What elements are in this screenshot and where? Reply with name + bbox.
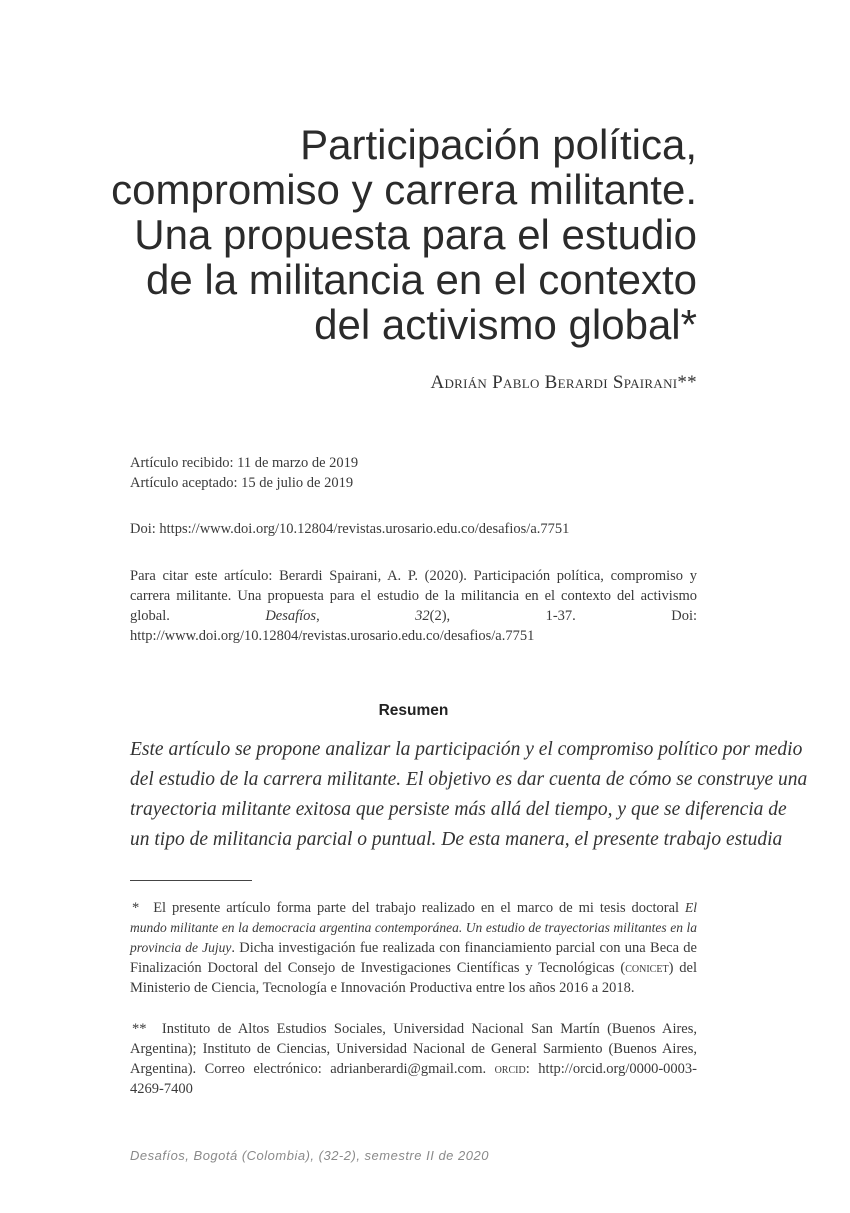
page-footer: Desafíos, Bogotá (Colombia), (32-2), semestre II de 2020 [130, 1148, 489, 1163]
footnote-text: El presente artículo forma parte del trabajo realizado en el marco de mi tesis doctoral [153, 900, 685, 916]
footnote-1 [130, 898, 697, 998]
citation-block [130, 566, 697, 646]
abstract-line: un tipo de militancia parcial o puntual. De esta manera, el presente trabajo estudia [130, 829, 783, 850]
abstract-line: Este artículo se propone analizar la participación y el compromiso político por medio [130, 739, 803, 760]
footnote-divider [130, 880, 252, 881]
title-line: Participación política, [300, 121, 697, 168]
title-line: de la militancia en el contexto [146, 256, 697, 303]
citation-rest: (2), 1-37. Doi: http://www.doi.org/10.12804/revistas.urosario.edu.co/desafios/a.7751 [130, 608, 698, 644]
accepted-date: Artículo aceptado: 15 de julio de 2019 [130, 475, 354, 491]
footnote-text: . Dicha investigación fue realizada con financiamiento parcial con una Beca de Finalización Doctoral del Consejo de Investigaciones Científicas y Tecnológicas ( [130, 940, 697, 976]
footnote-text: : http://orcid.org/0000-0003-4269-7400 [130, 1061, 698, 1097]
footnote-2 [130, 1019, 697, 1099]
citation-journal: Desafíos [265, 608, 317, 624]
footnote-mark: ** [132, 1021, 147, 1037]
resumen-heading: Resumen [378, 702, 449, 719]
citation-sep: , [316, 608, 416, 624]
footnote-mark: * [132, 900, 140, 916]
abstract-line: trayectoria militante exitosa que persiste más allá del tiempo, y que se diferencia de [130, 799, 787, 820]
author-name: Adrián Pablo Berardi Spairani** [430, 372, 697, 393]
acronym: conicet [625, 960, 669, 976]
footnote-text: Instituto de Altos Estudios Sociales, Universidad Nacional San Martín (Buenos Aires, Argentina); Instituto de Ciencias, Universidad Nacional de General Sarmiento (Buenos Aires, Argentina). Correo electrónico: adrianberardi@gmail.com. [130, 1021, 698, 1077]
acronym: orcid [494, 1061, 526, 1077]
abstract-line: del estudio de la carrera militante. El objetivo es dar cuenta de cómo se construye una [130, 769, 808, 790]
article-title [57, 122, 697, 347]
title-line: Una propuesta para el estudio [134, 211, 697, 258]
received-date: Artículo recibido: 11 de marzo de 2019 [130, 455, 359, 471]
thesis-title: El mundo militante en la democracia argentina contemporánea. Un estudio de trayectorias militantes en la provincia de Jujuy [130, 900, 697, 955]
abstract-text [130, 735, 808, 855]
citation-text: Para citar este artículo: Berardi Spairani, A. P. (2020). Participación política, compromiso y carrera militante. Una propuesta para el estudio de la militancia en el contexto del activismo global. [130, 568, 697, 624]
doi-line[interactable]: Doi: https://www.doi.org/10.12804/revistas.urosario.edu.co/desafios/a.7751 [130, 521, 570, 537]
footnote-text: ) del Ministerio de Ciencia, Tecnología e Innovación Productiva entre los años 2016 a 2018. [130, 960, 697, 996]
article-dates [130, 453, 697, 493]
citation-volume: 32 [415, 608, 430, 624]
title-line: del activismo global* [314, 301, 697, 348]
title-line: compromiso y carrera militante. [111, 166, 697, 213]
